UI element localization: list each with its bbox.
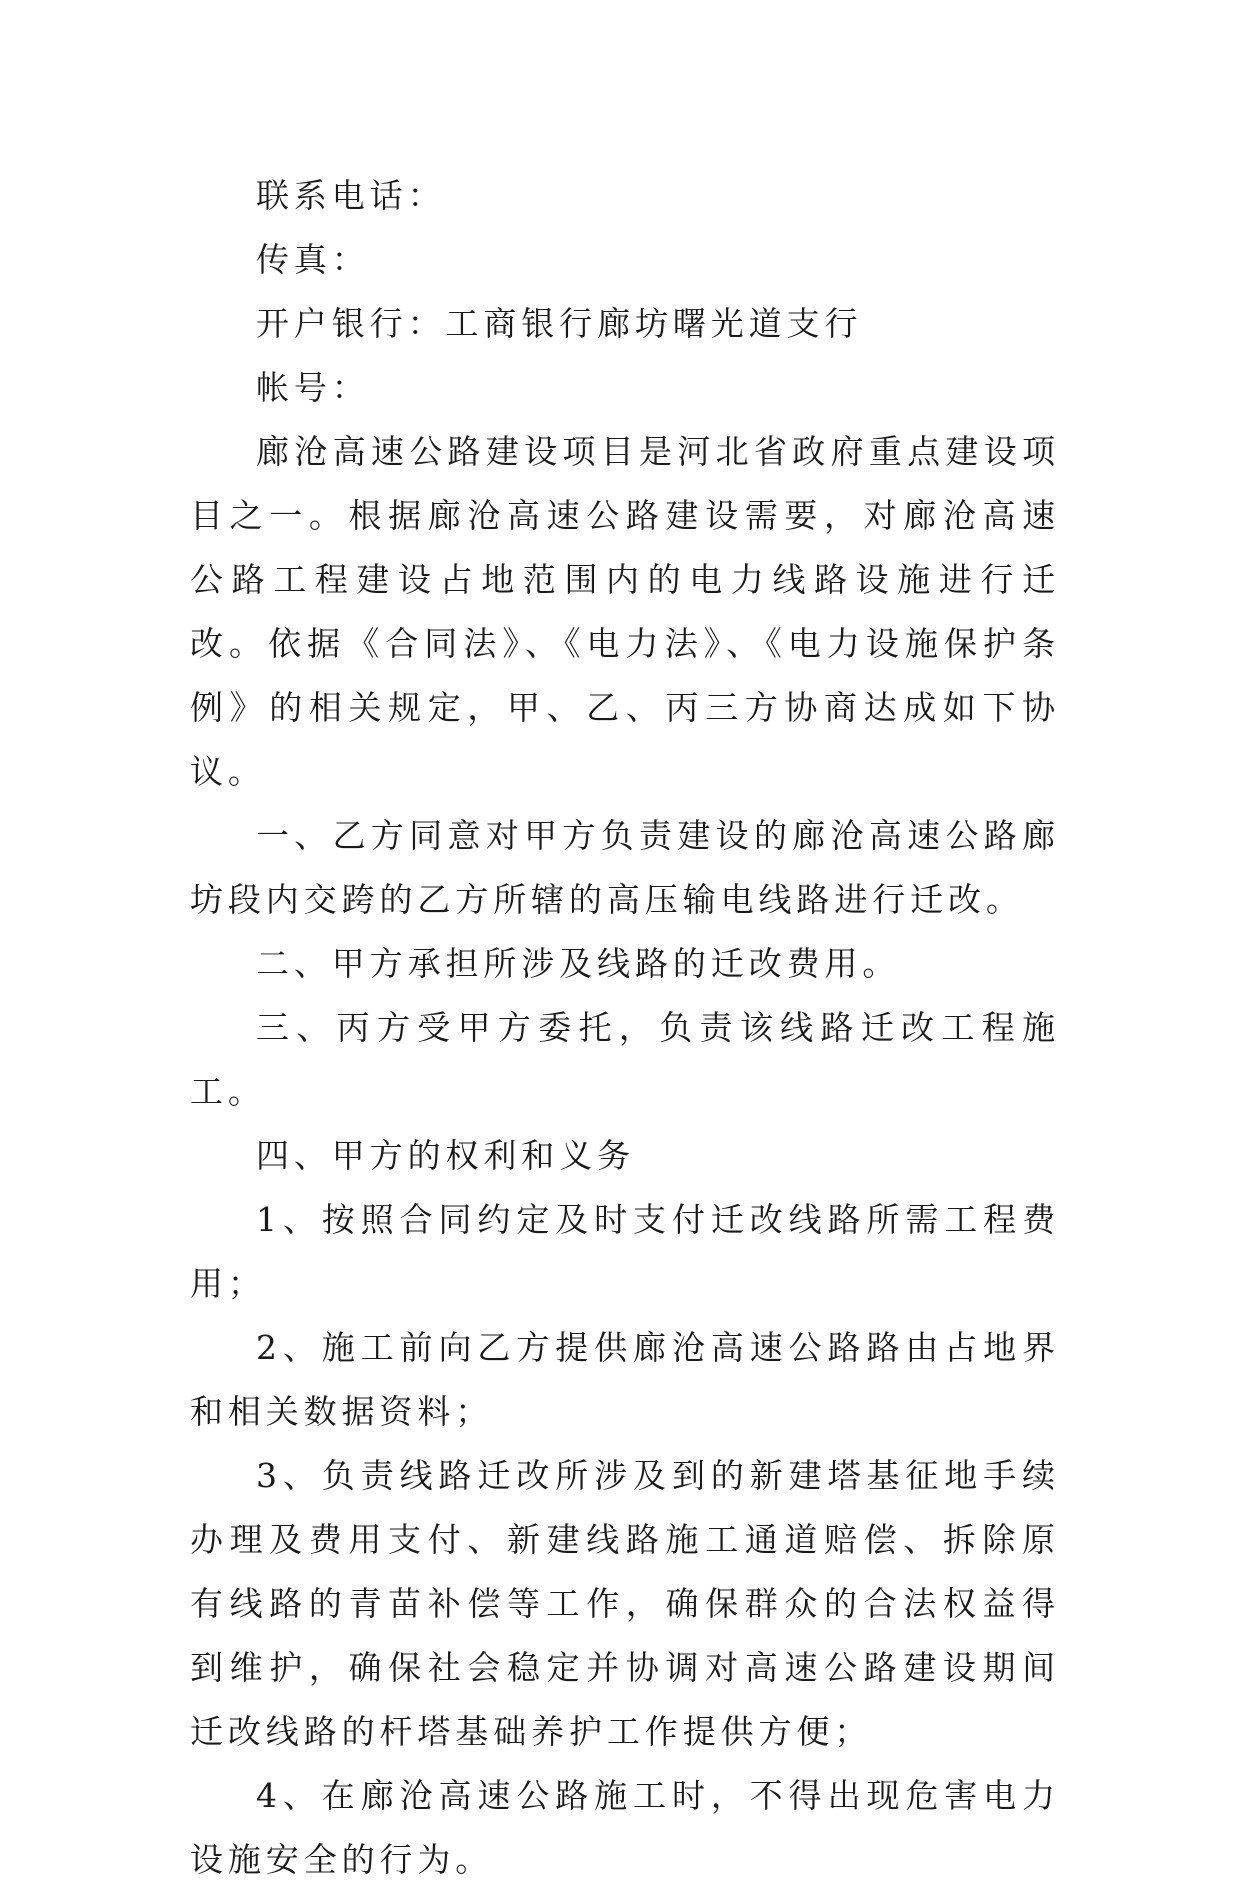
account-line: 帐号： (256, 368, 370, 407)
bank-line: 开户银行：工商银行廊坊曙光道支行 (256, 304, 863, 343)
clause-1: 一、乙方同意对甲方负责建设的廊沧高速公路廊坊段内交跨的乙方所辖的高压输电线路进行迁改。 (190, 816, 1060, 919)
clause-4-item-1: 1、按照合同约定及时支付迁改线路所需工程费用； (190, 1200, 1060, 1303)
clause-4-item-3: 3、负责线路迁改所涉及到的新建塔基征地手续办理及费用支付、新建线路施工通道赔偿、拆除原有线路的青苗补偿等工作，确保群众的合法权益得到维护，确保社会稳定并协调对高速公路建设期间迁改线路的杆塔基础养护工作提供方便； (190, 1456, 1060, 1751)
clause-4-heading: 四、甲方的权利和义务 (256, 1136, 635, 1175)
clause-3: 三、丙方受甲方委托，负责该线路迁改工程施工。 (190, 1008, 1060, 1111)
clause-4-item-4: 4、在廊沧高速公路施工时，不得出现危害电力设施安全的行为。 (190, 1776, 1060, 1879)
clause-4-item-2: 2、施工前向乙方提供廊沧高速公路路由占地界和相关数据资料； (190, 1328, 1060, 1431)
intro-paragraph: 廊沧高速公路建设项目是河北省政府重点建设项目之一。根据廊沧高速公路建设需要，对廊沧高速公路工程建设占地范围内的电力线路设施进行迁改。依据《合同法》、《电力法》、《电力设施保护条例》的相关规定，甲、乙、丙三方协商达成如下协议。 (190, 432, 1060, 791)
document-body (190, 164, 1060, 1892)
clause-2: 二、甲方承担所涉及线路的迁改费用。 (256, 944, 901, 983)
fax-line: 传真： (256, 240, 370, 279)
contact-phone-line: 联系电话： (256, 176, 446, 215)
